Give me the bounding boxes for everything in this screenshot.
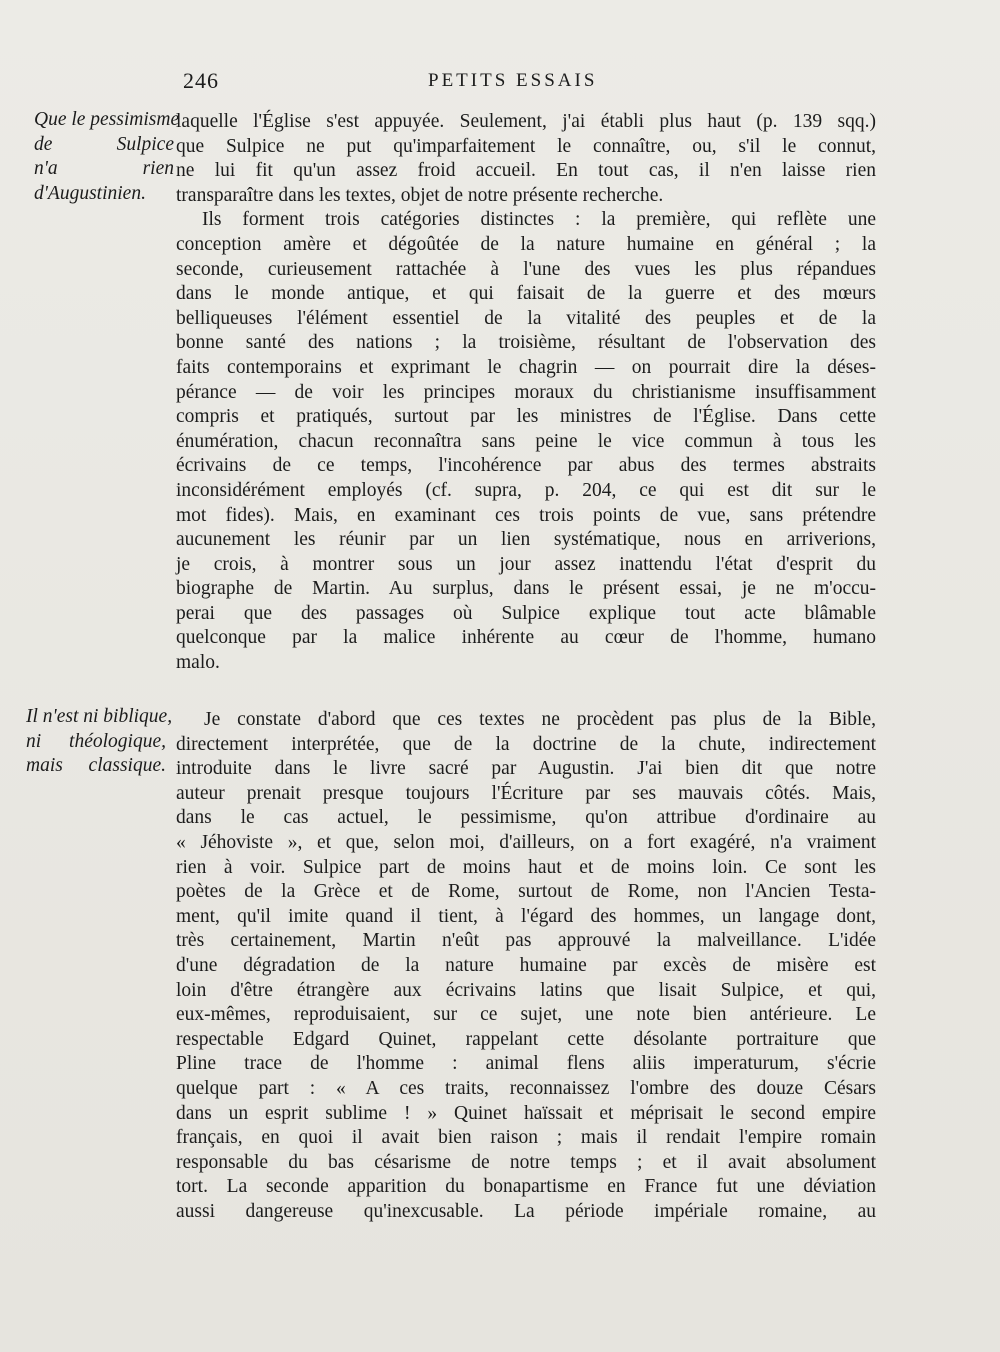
margin-note-line: d'Augustinien. xyxy=(34,182,146,204)
running-title: PETITS ESSAIS xyxy=(428,70,598,91)
text-line: énumération, chacun reconnaîtra sans peine le vice commun à tous les xyxy=(176,430,876,452)
margin-note-2 xyxy=(26,705,173,779)
text-line: faits contemporains et exprimant le chagrin — on pourrait dire la déses- xyxy=(176,356,876,378)
text-line: laquelle l'Église s'est appuyée. Seulement, j'ai établi plus haut (p. 139 sqq.) xyxy=(176,111,876,132)
margin-note-line: ni théologique, xyxy=(26,730,166,752)
text-line: responsable du bas césarisme de notre temps ; et il avait absolument xyxy=(176,1151,876,1173)
text-line: Je constate d'abord que ces textes ne procèdent pas plus de la Bible, xyxy=(204,709,876,730)
body-text-block-1 xyxy=(176,110,876,676)
page-header xyxy=(0,68,1000,98)
text-line: perai que des passages où Sulpice explique tout acte blâmable xyxy=(176,602,876,624)
text-line: français, en quoi il avait bien raison ; mais il rendait l'empire romain xyxy=(176,1127,876,1149)
text-line: tort. La seconde apparition du bonapartisme en France fut une déviation xyxy=(176,1176,876,1198)
text-line: d'une dégradation de la nature humaine par excès de misère est xyxy=(176,954,876,976)
margin-note-1 xyxy=(34,108,180,206)
text-line: seconde, curieusement rattachée à l'une des vues les plus répandues xyxy=(176,258,876,280)
text-line: dans le cas actuel, le pessimisme, qu'on attribue d'ordinaire au xyxy=(176,807,876,829)
text-line: introduite dans le livre sacré par Augustin. J'ai bien dit que notre xyxy=(176,758,876,780)
text-line: dans le monde antique, et qui faisait de la guerre et des mœurs xyxy=(176,283,876,305)
margin-note-line: n'a rien xyxy=(34,158,174,180)
text-line: ment, qu'il imite quand il tient, à l'égard des hommes, un langage dont, xyxy=(176,905,876,927)
text-line: Ils forment trois catégories distinctes : la première, qui reflète une xyxy=(202,209,876,231)
margin-note-line: Que le pessimisme xyxy=(34,109,180,130)
text-line: compris et pratiqués, surtout par les ministres de l'Église. Dans cette xyxy=(176,406,876,428)
text-line: loin d'être étrangère aux écrivains latins que lisait Sulpice, et qui, xyxy=(176,979,876,1001)
margin-note-line: Il n'est ni biblique, xyxy=(26,706,173,727)
text-line: conception amère et dégoûtée de la nature humaine en général ; la xyxy=(176,233,876,255)
text-line: bonne santé des nations ; la troisième, résultant de l'observation des xyxy=(176,332,876,354)
text-line: poètes de la Grèce et de Rome, surtout de Rome, non l'Ancien Testa- xyxy=(176,881,876,903)
text-line: dans un esprit sublime ! » Quinet haïssait et méprisait le second empire xyxy=(176,1102,876,1124)
text-line: directement interprétée, que de la doctrine de la chute, indirectement xyxy=(176,733,876,755)
text-line: mot fides). Mais, en examinant ces trois points de vue, sans prétendre xyxy=(176,504,876,526)
text-line: aussi dangereuse qu'inexcusable. La période impériale romaine, au xyxy=(176,1200,876,1222)
text-line: eux-mêmes, reproduisaient, sur ce sujet, une note bien antérieure. Le xyxy=(176,1004,876,1026)
text-line: ne lui fit qu'un assez froid accueil. En tout cas, il n'en laisse rien xyxy=(176,160,876,182)
text-line: pérance — de voir les principes moraux du christianisme insuffisamment xyxy=(176,381,876,403)
text-line: malo. xyxy=(176,652,220,674)
text-line: que Sulpice ne put qu'imparfaitement le connaître, ou, s'il le connut, xyxy=(176,135,876,157)
body-text-block-2 xyxy=(176,708,876,1224)
text-line: très certainement, Martin n'eût pas approuvé la malveillance. L'idée xyxy=(176,930,876,952)
text-line: quelque part : « A ces traits, reconnaissez l'ombre des douze Césars xyxy=(176,1077,876,1099)
text-line: rien à voir. Sulpice part de moins haut et de moins loin. Ce sont les xyxy=(176,856,876,878)
text-line: belliqueuses l'élément essentiel de la vitalité des peuples et de la xyxy=(176,307,876,329)
margin-note-line: de Sulpice xyxy=(34,133,174,155)
text-line: biographe de Martin. Au surplus, dans le présent essai, je ne m'occu- xyxy=(176,578,876,600)
page-number: 246 xyxy=(183,68,219,93)
text-line: aucunement les réunir par un lien systématique, nous en arriverions, xyxy=(176,529,876,551)
text-line: inconsidérément employés (cf. supra, p. 204, ce qui est dit sur le xyxy=(176,479,876,501)
text-line: « Jéhoviste », et que, selon moi, d'ailleurs, on a fort exagéré, n'a vraiment xyxy=(176,831,876,853)
margin-note-line: mais classique. xyxy=(26,755,166,777)
text-line: transparaître dans les textes, objet de notre présente recherche. xyxy=(176,184,664,206)
text-line: écrivains de ce temps, l'incohérence par abus des termes abstraits xyxy=(176,455,876,477)
text-line: je crois, à montrer sous un jour assez inattendu l'état d'esprit du xyxy=(176,553,876,575)
text-line: auteur prenait presque toujours l'Écriture par ses mauvais côtés. Mais, xyxy=(176,782,876,804)
text-line: quelconque par la malice inhérente au cœur de l'homme, humano xyxy=(176,627,876,649)
text-line: Pline trace de l'homme : animal flens aliis imperaturum, s'écrie xyxy=(176,1053,876,1075)
text-line: respectable Edgard Quinet, rappelant cette désolante portraiture que xyxy=(176,1028,876,1050)
